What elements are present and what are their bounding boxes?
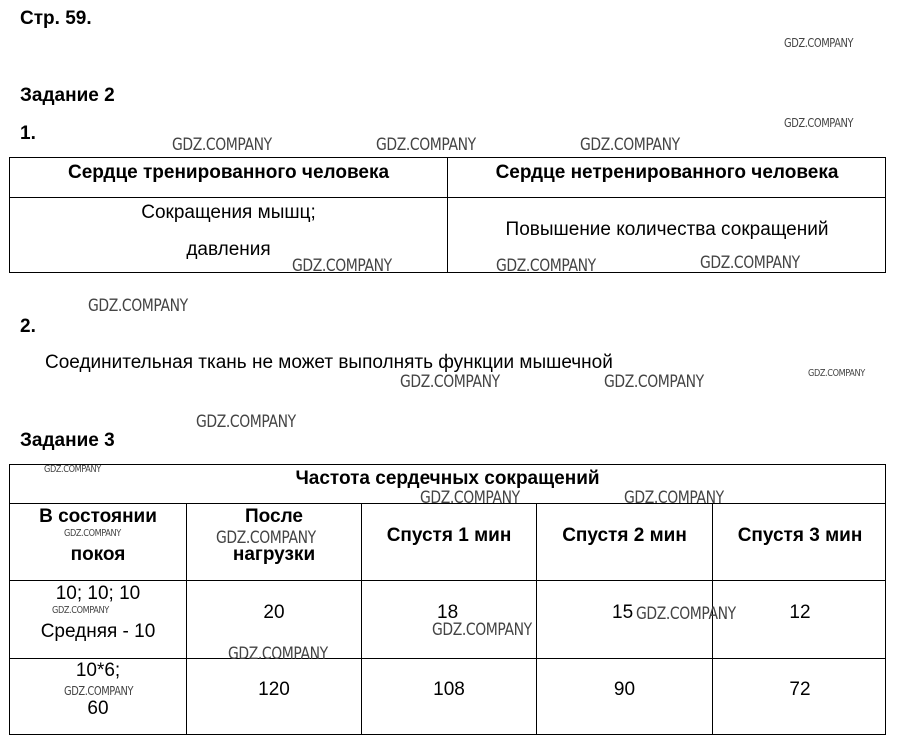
watermark: GDZ.COMPANY bbox=[64, 528, 121, 539]
watermark: GDZ.COMPANY bbox=[376, 135, 476, 155]
header-rest-line-1: В состоянии bbox=[39, 506, 157, 527]
row1-rest-line-2: Средняя - 10 bbox=[40, 621, 156, 642]
item-2-number: 2. bbox=[20, 316, 36, 337]
watermark: GDZ.COMPANY bbox=[784, 36, 854, 50]
row2-rest-line-2: 60 bbox=[87, 698, 109, 719]
row2-rest-line-1: 10*6; bbox=[75, 660, 121, 681]
watermark: GDZ.COMPANY bbox=[216, 528, 316, 548]
header-after-3-min: Спустя 3 мин bbox=[737, 525, 863, 546]
trained-heart-line-1: Сокращения мышц; bbox=[141, 202, 316, 223]
header-after-1-min: Спустя 1 мин bbox=[386, 525, 512, 546]
watermark: GDZ.COMPANY bbox=[636, 604, 736, 624]
header-after-load-line-1: После bbox=[245, 506, 303, 527]
row2-after-2-min: 90 bbox=[613, 679, 636, 700]
row2-after-3-min: 72 bbox=[789, 679, 811, 700]
item-2-answer: Соединительная ткань не может выполнять функции мышечной bbox=[45, 352, 613, 373]
header-rest-line-2: покоя bbox=[70, 544, 126, 565]
watermark: GDZ.COMPANY bbox=[400, 372, 500, 392]
task-3-title: Задание 3 bbox=[20, 430, 115, 451]
watermark: GDZ.COMPANY bbox=[196, 412, 296, 432]
row2-after-load: 120 bbox=[258, 679, 290, 700]
row2-after-1-min: 108 bbox=[433, 679, 465, 700]
header-after-load-line-2: нагрузки bbox=[232, 544, 316, 565]
trained-heart-line-2: давления bbox=[186, 239, 271, 260]
watermark: GDZ.COMPANY bbox=[432, 620, 532, 640]
watermark: GDZ.COMPANY bbox=[496, 256, 596, 276]
watermark: GDZ.COMPANY bbox=[420, 488, 520, 508]
row1-after-3-min: 12 bbox=[789, 602, 811, 623]
watermark: GDZ.COMPANY bbox=[52, 605, 109, 616]
watermark: GDZ.COMPANY bbox=[292, 256, 392, 276]
watermark: GDZ.COMPANY bbox=[172, 135, 272, 155]
watermark: GDZ.COMPANY bbox=[88, 296, 188, 316]
row1-after-1-min: 18 bbox=[437, 602, 459, 623]
row1-after-load: 20 bbox=[263, 602, 285, 623]
page-label: Стр. 59. bbox=[20, 8, 92, 29]
untrained-heart-text: Повышение количества сокращений bbox=[505, 219, 829, 240]
header-after-2-min: Спустя 2 мин bbox=[562, 525, 687, 546]
untrained-heart-header: Сердце нетренированного человека bbox=[495, 162, 839, 183]
row1-after-2-min: 15 bbox=[612, 602, 634, 623]
trained-heart-header: Сердце тренированного человека bbox=[67, 162, 390, 183]
watermark: GDZ.COMPANY bbox=[624, 488, 724, 508]
watermark: GDZ.COMPANY bbox=[808, 368, 865, 379]
task-2-title: Задание 2 bbox=[20, 85, 115, 106]
watermark: GDZ.COMPANY bbox=[604, 372, 704, 392]
watermark: GDZ.COMPANY bbox=[784, 116, 854, 130]
watermark: GDZ.COMPANY bbox=[700, 253, 800, 273]
watermark: GDZ.COMPANY bbox=[64, 684, 134, 698]
watermark: GDZ.COMPANY bbox=[228, 644, 328, 664]
heart-rate-table-title: Частота сердечных сокращений bbox=[295, 468, 600, 489]
watermark: GDZ.COMPANY bbox=[44, 464, 101, 475]
item-1-number: 1. bbox=[20, 123, 36, 144]
row1-rest-line-1: 10; 10; 10 bbox=[55, 583, 141, 604]
watermark: GDZ.COMPANY bbox=[580, 135, 680, 155]
